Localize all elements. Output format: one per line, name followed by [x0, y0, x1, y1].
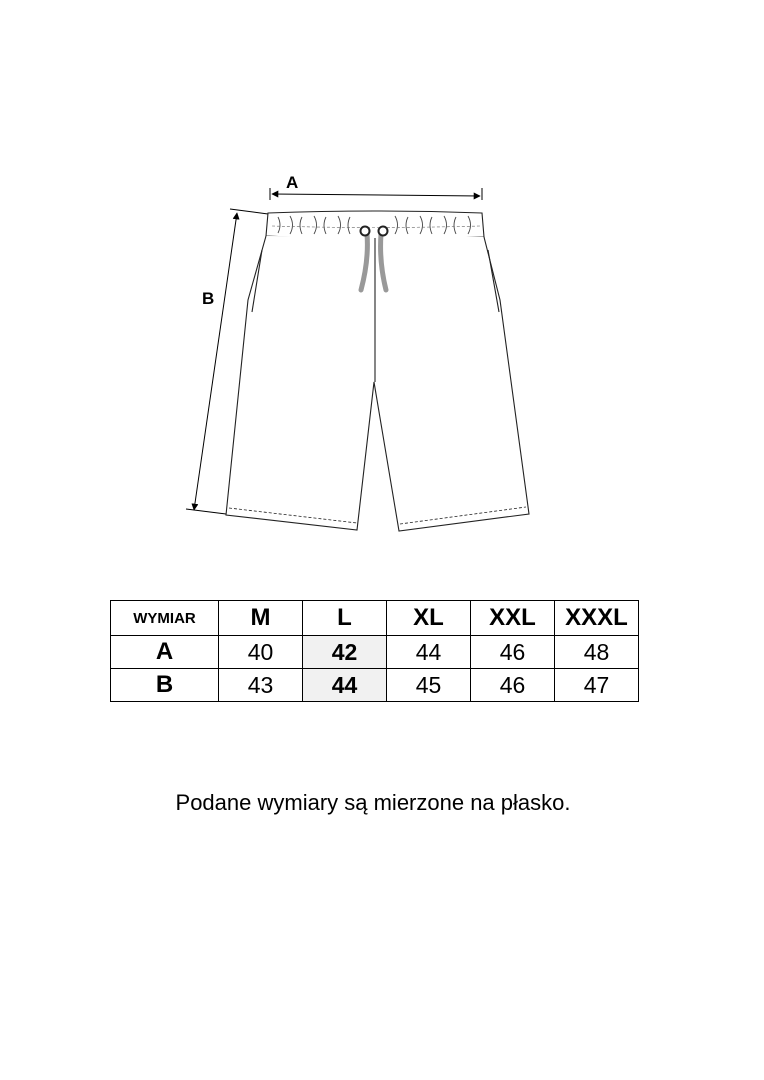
- label-a: A: [286, 173, 299, 192]
- table-row: [111, 669, 639, 702]
- size-table: [110, 600, 639, 702]
- size-header: XL: [387, 601, 471, 636]
- table-cell-highlighted: 44: [303, 669, 387, 702]
- size-header: L: [303, 601, 387, 636]
- measurement-note: Podane wymiary są mierzone na płasko.: [175, 790, 571, 815]
- table-header-row: [111, 601, 639, 636]
- table-cell: 46: [471, 669, 555, 702]
- shorts-outline: [226, 211, 529, 531]
- table-row: [111, 636, 639, 669]
- corner-label: WYMIAR: [111, 601, 219, 636]
- table-cell: 46: [471, 636, 555, 669]
- table-cell-highlighted: 42: [303, 636, 387, 669]
- size-header: XXXL: [555, 601, 639, 636]
- table-cell: 48: [555, 636, 639, 669]
- size-header: M: [219, 601, 303, 636]
- table-cell: 45: [387, 669, 471, 702]
- table-cell: 44: [387, 636, 471, 669]
- label-b: B: [202, 289, 215, 308]
- dimension-a: [270, 173, 482, 200]
- row-label: A: [111, 636, 219, 669]
- table-cell: 47: [555, 669, 639, 702]
- row-label: B: [111, 669, 219, 702]
- table-cell: 43: [219, 669, 303, 702]
- table-cell: 40: [219, 636, 303, 669]
- size-header: XXL: [471, 601, 555, 636]
